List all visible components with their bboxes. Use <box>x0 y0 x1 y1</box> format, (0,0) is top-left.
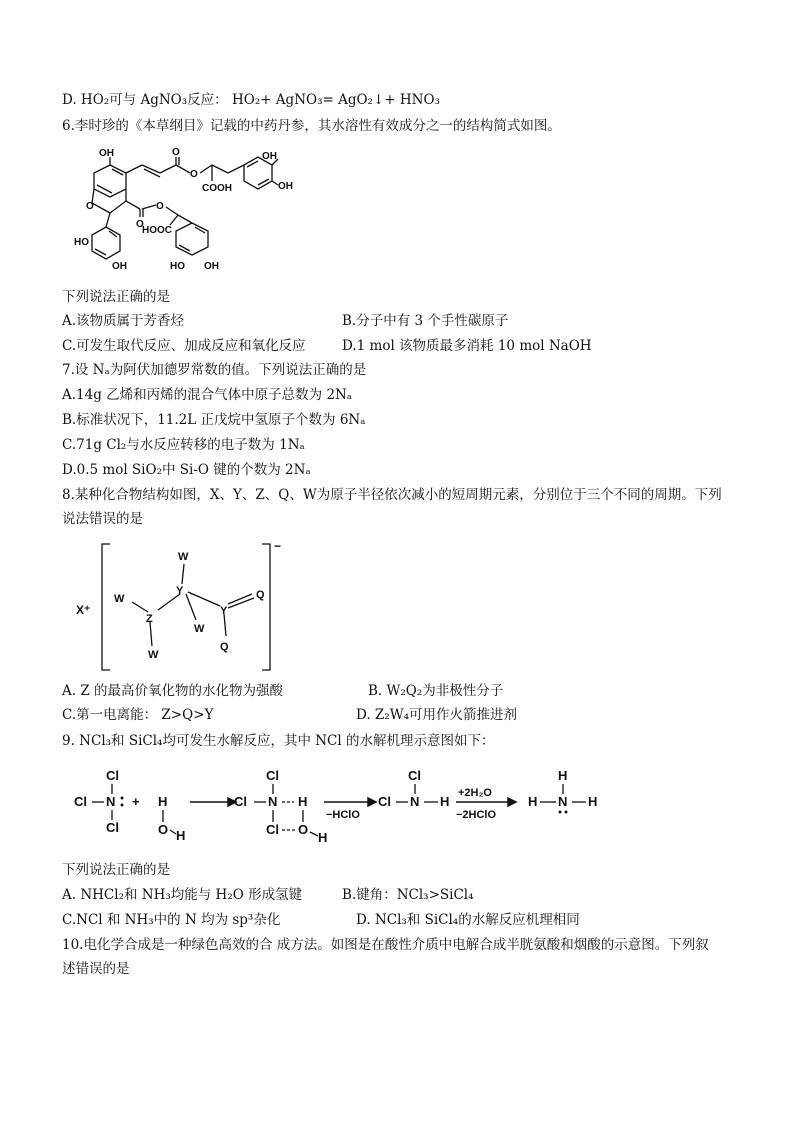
q6-label-o-ester2: O <box>156 201 164 212</box>
q6-option-b: B.分子中有 3 个手性碳原子 <box>342 313 509 329</box>
q8-label-cation: X⁺ <box>76 603 91 617</box>
q6-label-oh-top: OH <box>99 148 114 159</box>
q9-option-b: B.键角：NCl₃>SiCl₄ <box>342 887 474 903</box>
q8-structure-figure <box>72 528 302 678</box>
q7-stem: 7.设 Nₐ为阿伏加德罗常数的值。下列说法正确的是 <box>62 362 367 378</box>
q6-label-o-ester1: O <box>190 169 198 180</box>
q8-label-w-bottom: W <box>148 649 159 661</box>
q6-option-d: D.1 mol 该物质最多消耗 10 mol NaOH <box>342 338 592 354</box>
q9-stem: 9. NCl₃和 SiCl₄均可发生水解反应，其中 NCl 的水解机理示意图如下： <box>62 733 495 749</box>
q9-water-h-top: H <box>158 794 168 809</box>
q9-water-h-side: H <box>176 828 186 843</box>
q8-option-b: B. W₂Q₂为非极性分子 <box>368 683 504 699</box>
q8-label-w-left: W <box>114 593 125 605</box>
q9-water-o: O <box>158 822 169 837</box>
q7-option-d: D.0.5 mol SiO₂中 Si-O 键的个数为 2Nₐ <box>62 462 311 478</box>
q9-ncl3-cl-top: Cl <box>106 768 119 783</box>
q8-stem-line2: 说法错误的是 <box>62 511 143 527</box>
q9-arrow2-top: +2H₂O <box>458 787 492 799</box>
q6-label-hooc: HOOC <box>142 225 172 236</box>
q8-label-charge: − <box>274 539 282 553</box>
q9-arrow1-label: −HClO <box>326 809 360 821</box>
q6-prompt: 下列说法正确的是 <box>62 289 170 305</box>
q10-stem-line1: 10.电化学合成是一种绿色高效的合 成方法。如图是在酸性介质中电解合成半胱氨酸和烟酸的示意图。下列叙 <box>62 937 709 953</box>
q9-nh3-n: N <box>558 794 568 809</box>
q7-option-b: B.标准状况下，11.2L 正戊烷中氢原子个数为 6Nₐ <box>62 412 366 428</box>
q8-label-q-bottom: Q <box>220 641 229 653</box>
q9-plus: + <box>132 794 140 809</box>
q9-ts-cl-top: Cl <box>266 768 279 783</box>
q9-ncl3-cl-bottom: Cl <box>106 820 119 835</box>
q8-label-y-right: Y <box>220 605 228 617</box>
q9-nh3-h-right: H <box>588 794 598 809</box>
q7-option-c: C.71g Cl₂与水反应转移的电子数为 1Nₐ <box>62 437 305 453</box>
q9-ts-cl-bottom: Cl <box>266 822 279 837</box>
q9-nh3-h-top: H <box>558 768 568 783</box>
q8-label-z: Z <box>146 613 153 625</box>
q9-ts-cl-left: Cl <box>234 794 247 809</box>
q8-option-d: D. Z₂W₄可用作火箭推进剂 <box>356 707 518 723</box>
q9-nhcl2-n: N <box>410 794 420 809</box>
q6-structure-figure <box>72 145 312 275</box>
q9-nhcl2-cl-left: Cl <box>378 794 391 809</box>
q9-option-d: D. NCl₃和 SiCl₄的水解反应机理相同 <box>356 912 580 928</box>
q6-label-o-ring: O <box>86 201 94 212</box>
q8-label-w-top: W <box>178 551 189 563</box>
q5-option-d: D. HO₂可与 AgNO₃反应： HO₂+ AgNO₃= AgO₂↓+ HNO₃ <box>62 92 440 108</box>
q8-option-a: A. Z 的最高价氧化物的水化物为强酸 <box>62 683 284 699</box>
q6-label-o-carbonyl2: O <box>136 219 144 230</box>
q8-label-y-center: Y <box>176 585 184 597</box>
q10-stem-line2: 述错误的是 <box>62 961 130 977</box>
q6-label-oh-r1: OH <box>262 151 277 162</box>
q6-stem: 6.李时珍的《本草纲目》记载的中药丹参，其水溶性有效成分之一的结构简式如图。 <box>62 118 561 134</box>
q6-label-oh-bottom: OH <box>204 261 219 272</box>
q9-prompt: 下列说法正确的是 <box>62 862 170 878</box>
q6-label-ho-bottom: HO <box>170 261 185 272</box>
q8-label-w-mid: W <box>194 623 205 635</box>
q9-option-a: A. NHCl₂和 NH₃均能与 H₂O 形成氢键 <box>62 887 303 903</box>
q9-nh3-h-left: H <box>528 794 538 809</box>
q6-label-cooh: COOH <box>202 183 232 194</box>
q9-nhcl2-h: H <box>440 794 450 809</box>
q6-label-oh-low: OH <box>112 261 127 272</box>
q9-mechanism-figure <box>68 758 628 853</box>
q8-option-c: C.第一电离能： Z>Q>Y <box>62 707 214 723</box>
q6-label-ho-low: HO <box>74 237 89 248</box>
q9-ncl3-n: N <box>106 794 116 809</box>
q9-arrow2-bottom: −2HClO <box>456 809 497 821</box>
q6-label-oh-r2: OH <box>278 181 293 192</box>
q6-option-c: C.可发生取代反应、加成反应和氧化反应 <box>62 338 306 354</box>
q9-option-c: C.NCl 和 NH₃中的 N 均为 sp³杂化 <box>62 912 281 928</box>
q9-ts-n: N <box>268 794 278 809</box>
q8-stem-line1: 8.某种化合物结构如图，X、Y、Z、Q、W为原子半径依次减小的短周期元素，分别位于三个不同的周期。下列 <box>62 487 722 503</box>
q8-label-q-right: Q <box>256 589 265 601</box>
q6-option-a: A.该物质属于芳香烃 <box>62 313 185 329</box>
q9-ts-o: O <box>298 822 309 837</box>
q7-option-a: A.14g 乙烯和丙烯的混合气体中原子总数为 2Nₐ <box>62 387 353 403</box>
q6-label-o-carbonyl1: O <box>172 147 180 158</box>
q9-nhcl2-cl-top: Cl <box>408 768 421 783</box>
q9-ncl3-cl-left: Cl <box>74 794 87 809</box>
q9-ts-h-side: H <box>318 830 328 845</box>
q9-ts-h: H <box>298 794 308 809</box>
